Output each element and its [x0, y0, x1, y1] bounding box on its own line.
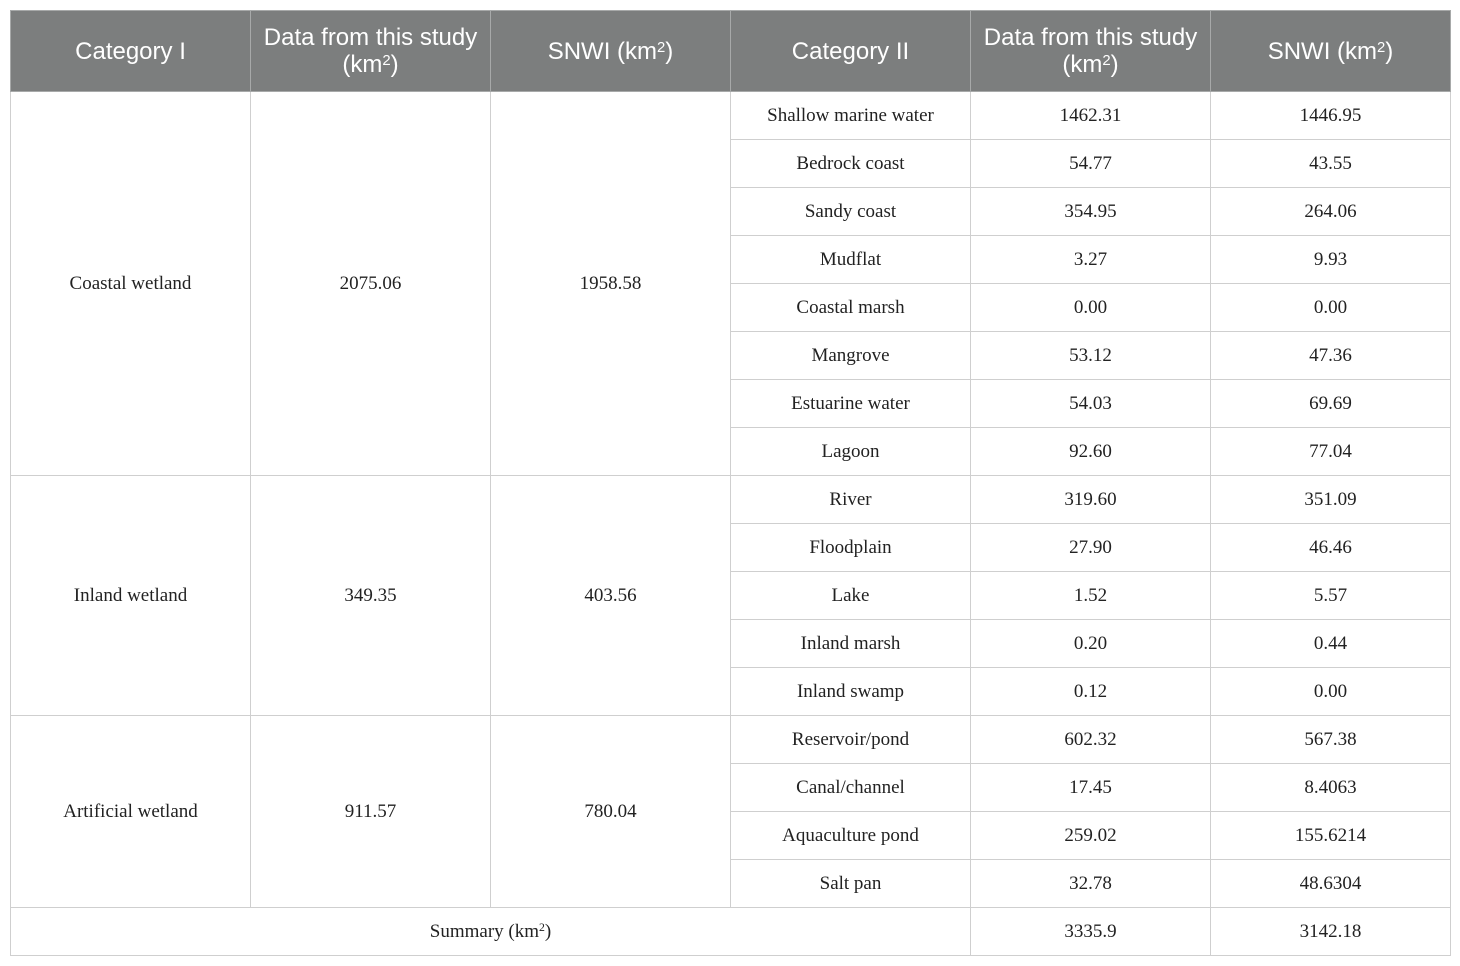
category-2-cell: Shallow marine water	[731, 92, 971, 140]
category-1-cell: Inland wetland	[11, 476, 251, 716]
category-2-cell: Mudflat	[731, 236, 971, 284]
header-snwi-area-1: SNWI $(km^2)$	[491, 11, 731, 92]
category-2-snwi-cell: 567.38	[1211, 716, 1451, 764]
category-2-cell: Mangrove	[731, 332, 971, 380]
category-2-cell: Inland swamp	[731, 668, 971, 716]
category-2-study-cell: 1.52	[971, 572, 1211, 620]
category-2-cell: Lake	[731, 572, 971, 620]
category-2-study-cell: 3.27	[971, 236, 1211, 284]
category-2-snwi-cell: 9.93	[1211, 236, 1451, 284]
category-2-cell: Aquaculture pond	[731, 812, 971, 860]
header-row	[11, 11, 1451, 92]
category-2-cell: Sandy coast	[731, 188, 971, 236]
category-2-study-cell: 0.12	[971, 668, 1211, 716]
category-1-study-cell: 2075.06	[251, 92, 491, 476]
category-2-cell: Lagoon	[731, 428, 971, 476]
table-row	[11, 476, 1451, 524]
category-1-study-cell: 911.57	[251, 716, 491, 908]
category-2-snwi-cell: 43.55	[1211, 140, 1451, 188]
header-category-2: Category II	[731, 11, 971, 92]
category-2-snwi-cell: 5.57	[1211, 572, 1451, 620]
category-2-snwi-cell: 264.06	[1211, 188, 1451, 236]
category-2-cell: Coastal marsh	[731, 284, 971, 332]
category-2-snwi-cell: 0.00	[1211, 284, 1451, 332]
header-snwi-area-2: SNWI $(km^2)$	[1211, 11, 1451, 92]
category-2-snwi-cell: 0.44	[1211, 620, 1451, 668]
table-row	[11, 92, 1451, 140]
category-2-cell: Inland marsh	[731, 620, 971, 668]
summary-study-cell: 3335.9	[971, 908, 1211, 956]
category-1-study-cell: 349.35	[251, 476, 491, 716]
category-1-snwi-cell: 1958.58	[491, 92, 731, 476]
category-2-study-cell: 0.00	[971, 284, 1211, 332]
category-2-cell: River	[731, 476, 971, 524]
category-2-study-cell: 54.77	[971, 140, 1211, 188]
category-2-snwi-cell: 48.6304	[1211, 860, 1451, 908]
summary-snwi-cell: 3142.18	[1211, 908, 1451, 956]
category-2-snwi-cell: 351.09	[1211, 476, 1451, 524]
category-2-snwi-cell: 69.69	[1211, 380, 1451, 428]
category-2-snwi-cell: 1446.95	[1211, 92, 1451, 140]
category-1-cell: Coastal wetland	[11, 92, 251, 476]
category-2-study-cell: 602.32	[971, 716, 1211, 764]
category-2-cell: Bedrock coast	[731, 140, 971, 188]
category-2-study-cell: 32.78	[971, 860, 1211, 908]
category-2-snwi-cell: 155.6214	[1211, 812, 1451, 860]
category-1-snwi-cell: 780.04	[491, 716, 731, 908]
category-2-cell: Floodplain	[731, 524, 971, 572]
summary-label: Summary $(km^2)$	[11, 908, 971, 956]
table-body	[11, 92, 1451, 956]
category-2-study-cell: 319.60	[971, 476, 1211, 524]
category-2-snwi-cell: 0.00	[1211, 668, 1451, 716]
category-2-study-cell: 1462.31	[971, 92, 1211, 140]
category-1-cell: Artificial wetland	[11, 716, 251, 908]
category-2-study-cell: 354.95	[971, 188, 1211, 236]
category-2-snwi-cell: 46.46	[1211, 524, 1451, 572]
category-2-cell: Salt pan	[731, 860, 971, 908]
category-2-snwi-cell: 77.04	[1211, 428, 1451, 476]
wetland-area-table	[10, 10, 1451, 956]
category-2-snwi-cell: 47.36	[1211, 332, 1451, 380]
category-2-study-cell: 17.45	[971, 764, 1211, 812]
category-2-study-cell: 0.20	[971, 620, 1211, 668]
category-1-snwi-cell: 403.56	[491, 476, 731, 716]
header-study-area-2: Data from this study $(km^2)$	[971, 11, 1211, 92]
category-2-study-cell: 54.03	[971, 380, 1211, 428]
category-2-study-cell: 92.60	[971, 428, 1211, 476]
category-2-study-cell: 259.02	[971, 812, 1211, 860]
category-2-cell: Estuarine water	[731, 380, 971, 428]
category-2-cell: Canal/channel	[731, 764, 971, 812]
header-study-area-1: Data from this study $(km^2)$	[251, 11, 491, 92]
category-2-snwi-cell: 8.4063	[1211, 764, 1451, 812]
category-2-study-cell: 27.90	[971, 524, 1211, 572]
category-2-study-cell: 53.12	[971, 332, 1211, 380]
table-row	[11, 716, 1451, 764]
header-category-1: Category I	[11, 11, 251, 92]
category-2-cell: Reservoir/pond	[731, 716, 971, 764]
summary-row	[11, 908, 1451, 956]
